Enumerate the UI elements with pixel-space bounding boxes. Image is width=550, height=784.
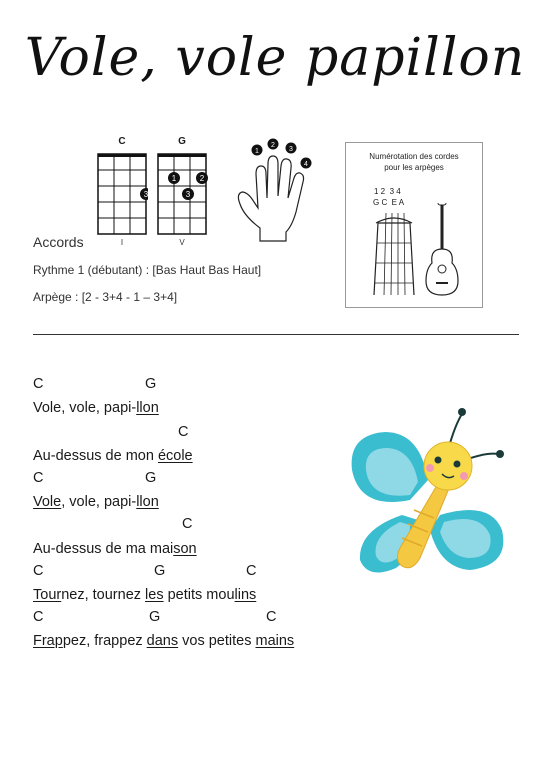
arpeggio-text: Arpège : [2 - 3+4 - 1 – 3+4] (33, 290, 178, 304)
lyric-text: , vole, papi- (61, 494, 137, 510)
lyric-underlined: llon (136, 400, 159, 416)
lyric-underlined: lins (234, 587, 257, 603)
chord-numeral: V (179, 238, 185, 247)
chord-grid (156, 152, 208, 238)
song-chord: C (33, 563, 44, 579)
lyric-text: vos petites (178, 633, 256, 649)
chord-numeral: I (120, 238, 124, 247)
song-chord: G (145, 376, 157, 392)
lyric-underlined: llon (136, 494, 159, 510)
lyric-line (33, 633, 294, 649)
divider (33, 334, 519, 335)
lyric-line (33, 448, 193, 464)
finger-number: 2 (271, 142, 275, 149)
rhythm-text: Rythme 1 (débutant) : [Bas Haut Bas Haut] (33, 263, 262, 277)
hand-finger-numbering-illustration (230, 136, 320, 246)
song-chord: G (154, 563, 166, 579)
song-chord: G (145, 470, 157, 486)
lyric-text: Vole, vole, papi- (33, 400, 137, 416)
finger-number: 3 (289, 146, 293, 153)
lyric-text: Au-dessus de ma mai (33, 541, 174, 557)
lyric-underlined: Tour (33, 587, 62, 603)
song-chord: C (266, 609, 277, 625)
butterfly-illustration (340, 400, 520, 590)
strings-panel-title-line2: pour les arpèges (384, 163, 444, 172)
lyric-text: pez, frappez (62, 633, 147, 649)
strings-panel-title (346, 151, 482, 173)
chord-diagram-g (156, 138, 208, 248)
svg-text:3: 3 (185, 190, 191, 199)
lyric-text: nez, tournez (61, 587, 146, 603)
finger-number: 1 (255, 148, 259, 155)
song-chord: C (33, 376, 44, 392)
string-numbers: 1 2 3 4 (374, 187, 401, 196)
svg-text:1: 1 (171, 174, 177, 183)
accords-label: Accords (33, 234, 84, 250)
finger-dot-label: 3 (143, 190, 148, 199)
lyric-text: petits mou (163, 587, 235, 603)
song-chord: C (246, 563, 257, 579)
lyric-underlined: les (145, 587, 164, 603)
chord-diagram-c (96, 138, 148, 248)
song-chord: C (182, 516, 193, 532)
lyric-line (33, 541, 197, 557)
chord-name: C (118, 136, 126, 147)
string-notes: G C E A (373, 198, 405, 207)
strings-numbering-panel (345, 142, 483, 308)
song-chord: C (33, 470, 44, 486)
svg-text:2: 2 (199, 174, 205, 183)
chord-name: G (178, 136, 186, 147)
lyric-line (33, 494, 159, 510)
lyric-underlined: école (157, 448, 193, 464)
lyric-line (33, 587, 256, 603)
lyric-underlined: mains (255, 633, 295, 649)
song-chord: C (33, 609, 44, 625)
lyric-line (33, 400, 159, 416)
song-chord: G (149, 609, 161, 625)
page-title: Vole, vole papillon (24, 28, 526, 88)
ukulele-illustration (346, 203, 482, 303)
lyric-underlined: son (173, 541, 197, 557)
strings-panel-title-line1: Numérotation des cordes (369, 152, 459, 161)
lyric-underlined: Vole (33, 494, 62, 510)
lyric-underlined: dans (146, 633, 179, 649)
lyric-underlined: Frap (33, 633, 63, 649)
chord-grid (96, 152, 148, 238)
song-chord: C (178, 424, 189, 440)
finger-number: 4 (304, 161, 308, 168)
lyric-text: Au-dessus de mon (33, 448, 158, 464)
